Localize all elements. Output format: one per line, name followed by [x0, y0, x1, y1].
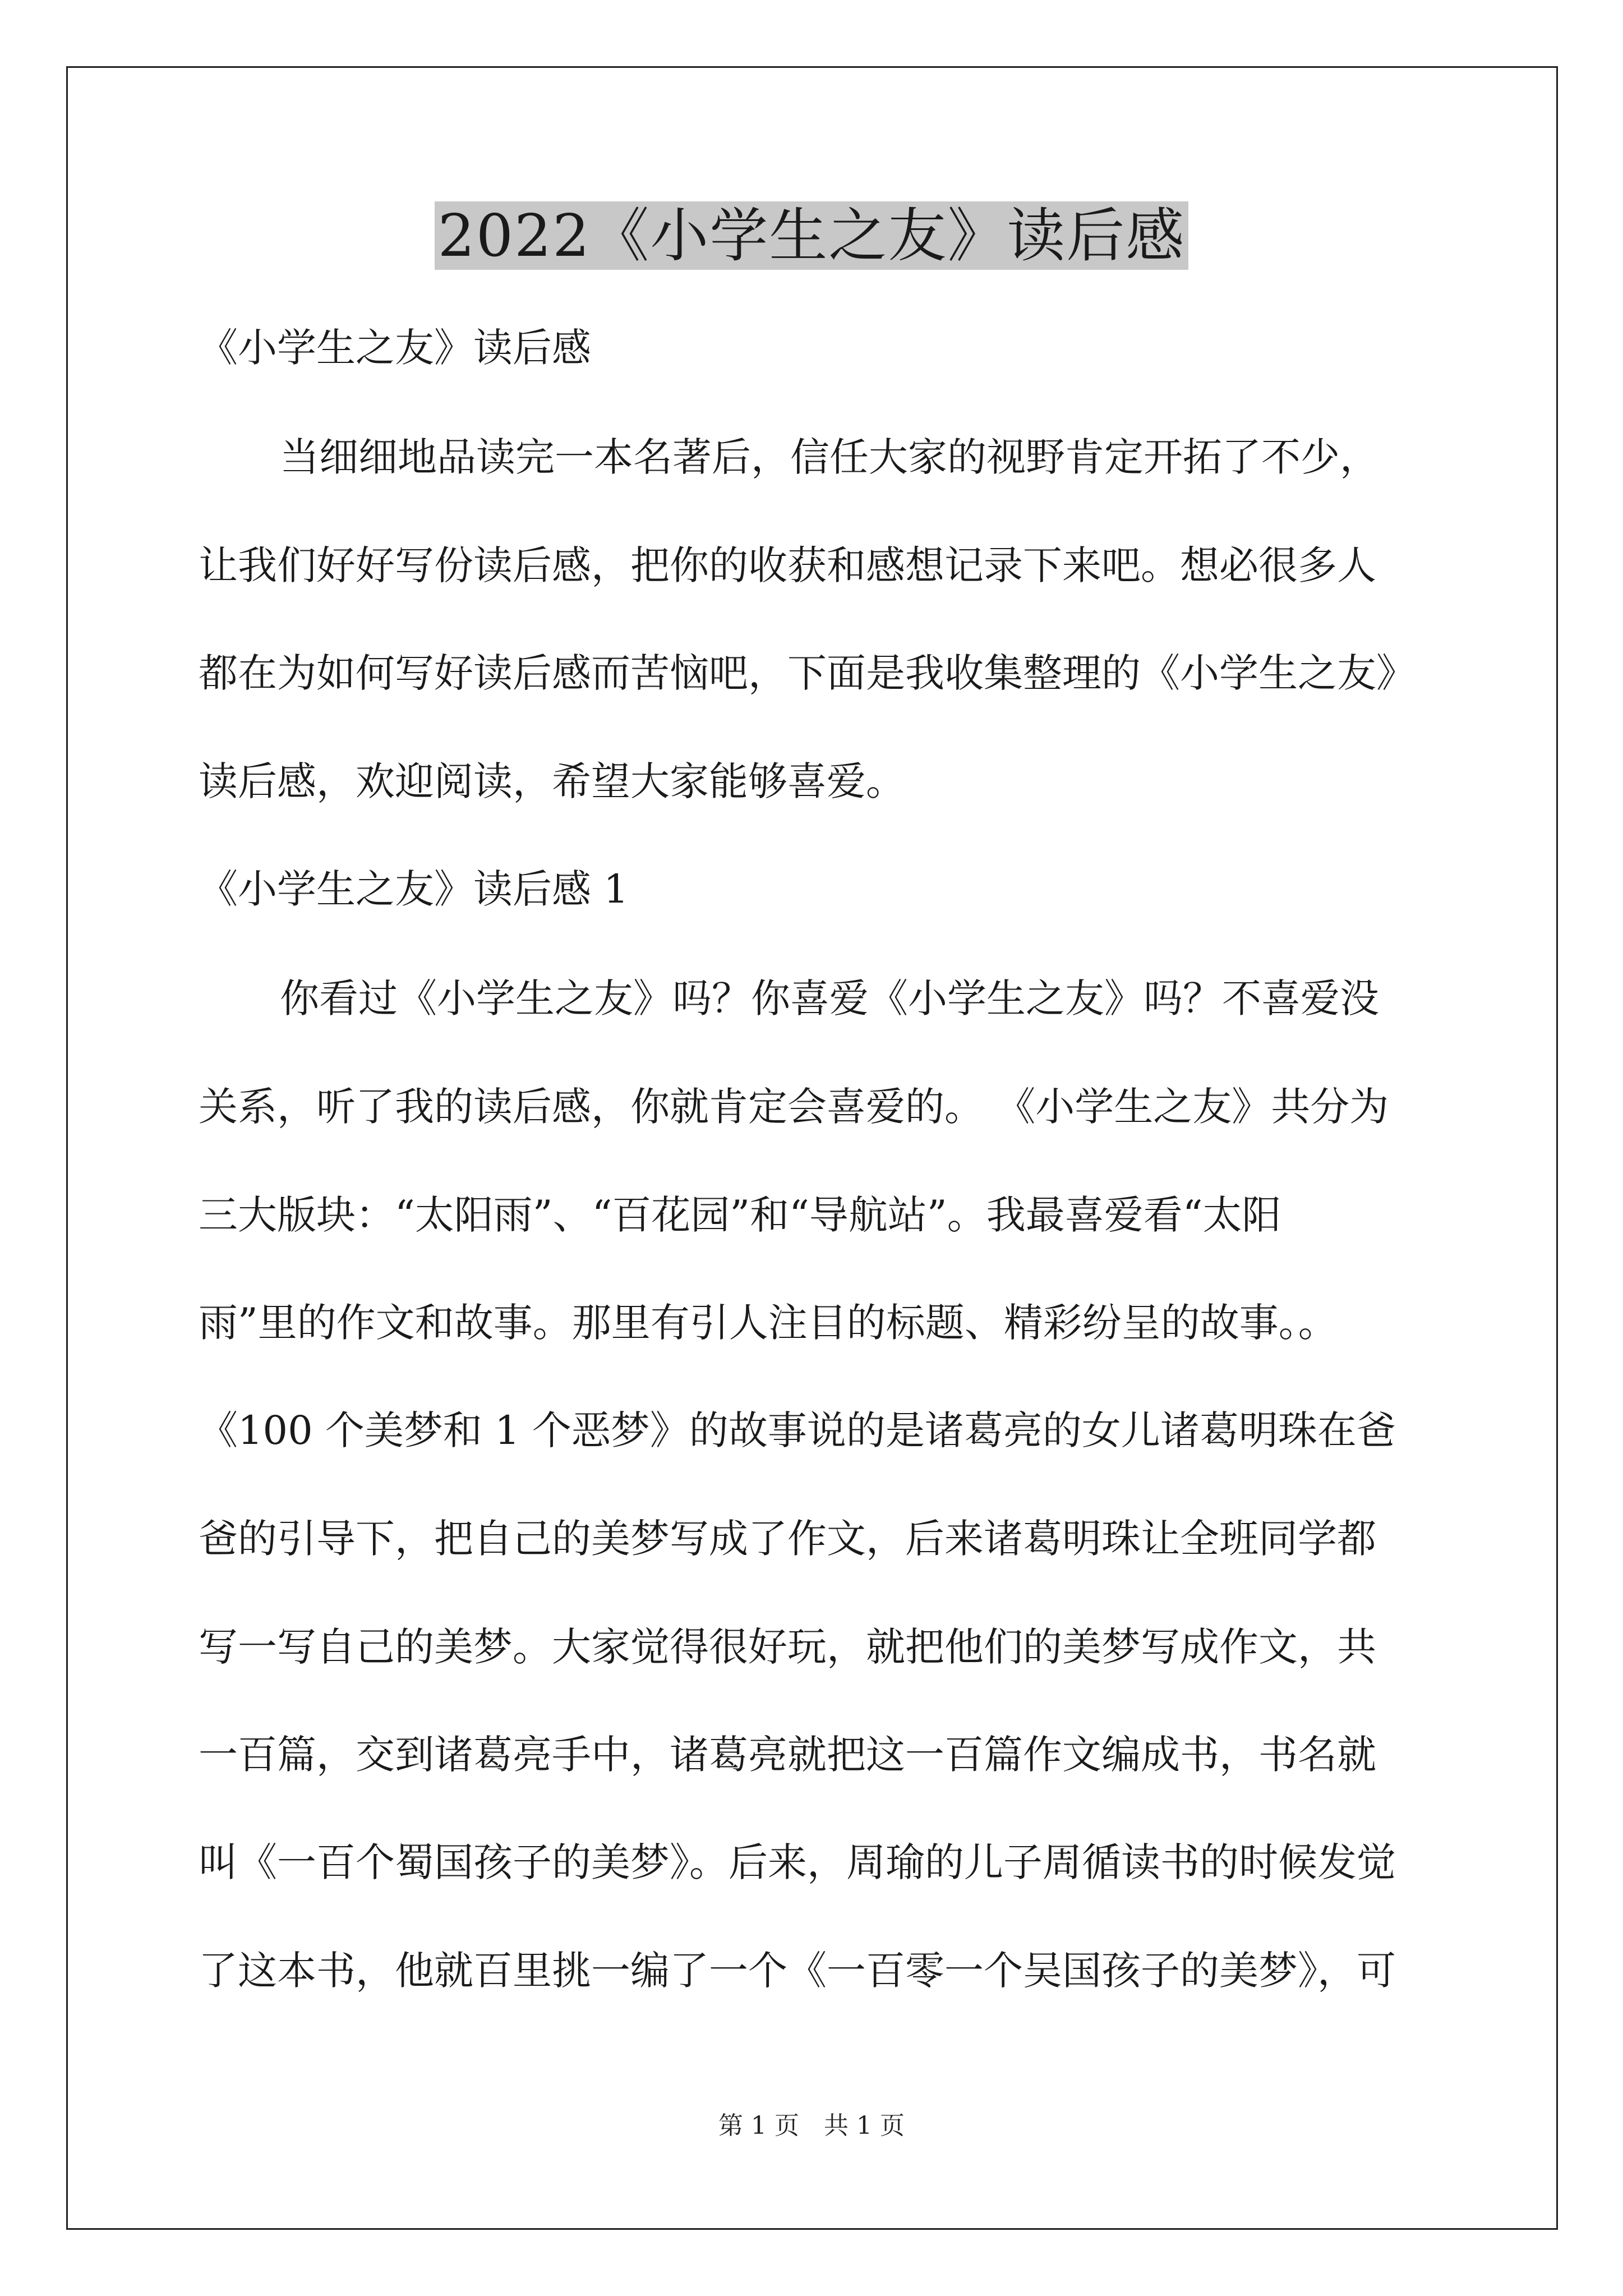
document-title [0, 194, 1623, 278]
paragraph-line: 都在为如何写好读后感而苦恼吧，下面是我收集整理的《小学生之友》 [199, 650, 1415, 696]
paragraph-line: 了这本书，他就百里挑一编了一个《一百零一个吴国孩子的美梦》，可 [199, 1948, 1396, 1994]
paragraph-line: 关系，听了我的读后感，你就肯定会喜爱的。 《小学生之友》共分为 [199, 1084, 1389, 1130]
paragraph-line: 当细细地品读完一本名著后，信任大家的视野肯定开拓了不少， [280, 434, 1379, 480]
paragraph-line: 写一写自己的美梦。大家觉得很好玩，就把他们的美梦写成作文，共 [199, 1624, 1376, 1670]
paragraph-line: 一百篇，交到诸葛亮手中，诸葛亮就把这一百篇作文编成书，书名就 [199, 1732, 1376, 1778]
paragraph-line: 叫《一百个蜀国孩子的美梦》。后来，周瑜的儿子周循读书的时候发觉 [199, 1839, 1396, 1885]
paragraph-line: 《100 个美梦和 1 个恶梦》的故事说的是诸葛亮的女儿诸葛明珠在爸 [199, 1407, 1396, 1453]
section-heading: 《小学生之友》读后感 [199, 325, 591, 371]
paragraph-line: 你看过《小学生之友》吗？你喜爱《小学生之友》吗？不喜爱没 [280, 976, 1379, 1022]
paragraph-line: 读后感，欢迎阅读，希望大家能够喜爱。 [199, 758, 905, 804]
paragraph-line: 爸的引导下，把自己的美梦写成了作文，后来诸葛明珠让全班同学都 [199, 1516, 1376, 1562]
document-title-text: 2022《小学生之友》读后感 [435, 201, 1189, 270]
page-number-footer: 第 1 页 共 1 页 [718, 2111, 905, 2140]
paragraph-line: 三大版块：“太阳雨”、“百花园”和“导航站”。我最喜爱看“太阳 [199, 1192, 1281, 1238]
section-heading: 《小学生之友》读后感 1 [199, 866, 629, 912]
paragraph-line: 让我们好好写份读后感，把你的收获和感想记录下来吧。想必很多人 [199, 542, 1376, 588]
page-border [66, 66, 1558, 2230]
paragraph-line: 雨”里的作文和故事。那里有引人注目的标题、精彩纷呈的故事。。 [199, 1300, 1338, 1346]
